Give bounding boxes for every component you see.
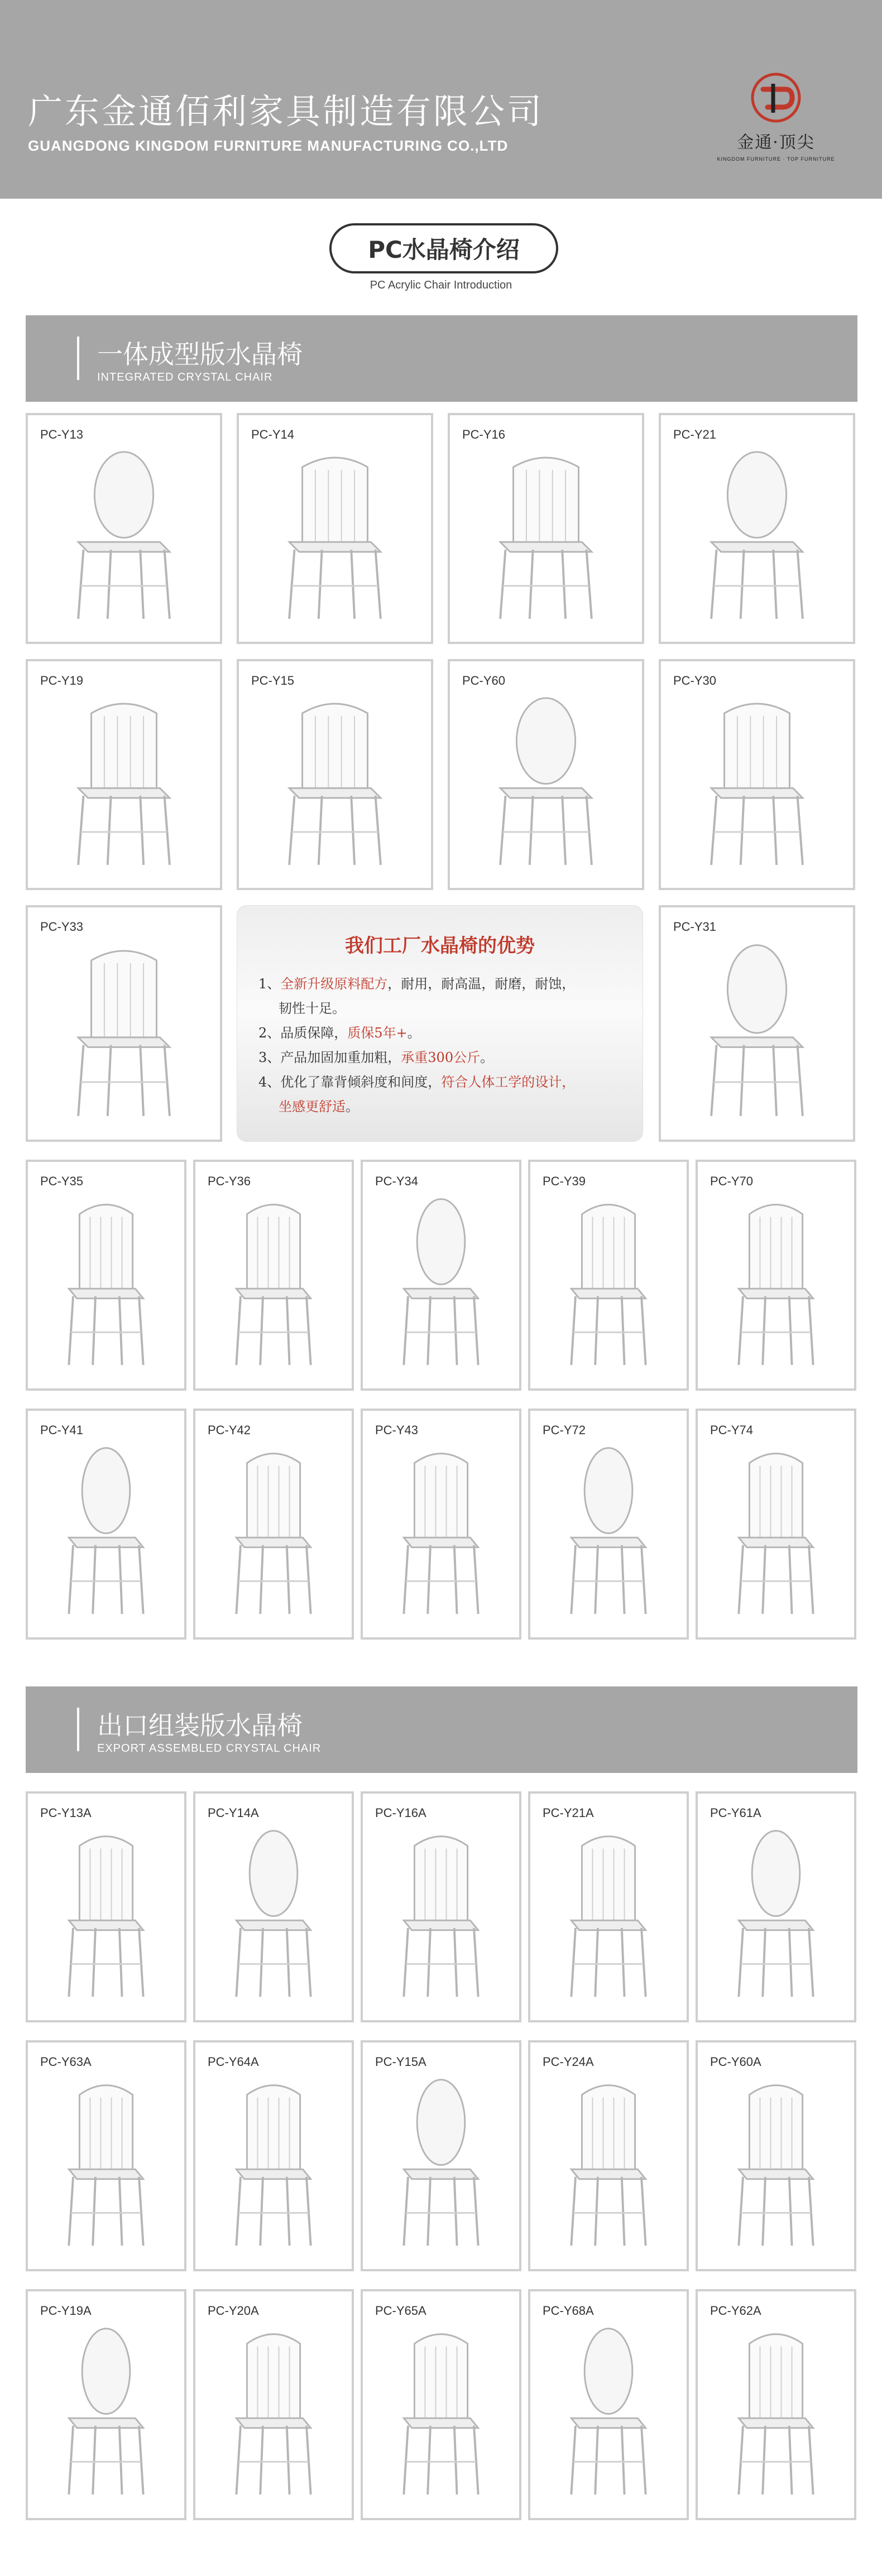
product-card	[659, 905, 855, 1142]
chair-image	[698, 1794, 854, 2020]
product-code: PC-Y15	[251, 674, 295, 688]
logo-name: 金通·顶尖	[737, 133, 815, 152]
product-card	[26, 1160, 186, 1391]
chair-image	[28, 661, 220, 888]
product-card	[26, 905, 222, 1142]
advantage-highlight: 全新升级原料配方	[280, 976, 388, 992]
product-card	[361, 2289, 521, 2520]
intro-title: PC水晶椅介绍	[329, 223, 558, 273]
chair-image	[450, 415, 642, 642]
product-card	[448, 659, 644, 890]
chair-image	[28, 2042, 184, 2269]
chair-image	[363, 1411, 519, 1637]
product-code: PC-Y15A	[375, 2055, 426, 2069]
product-code: PC-Y42	[208, 1423, 251, 1437]
product-code: PC-Y60A	[710, 2055, 761, 2069]
product-code: PC-Y39	[543, 1174, 586, 1188]
company-name-en: GUANGDONG KINGDOM FURNITURE MANUFACTURING CO.,LTD	[28, 137, 509, 154]
chair-image	[530, 2042, 687, 2269]
product-card	[696, 2289, 856, 2520]
section-integrated-header	[26, 315, 857, 402]
product-code: PC-Y62A	[710, 2304, 761, 2318]
chair-image	[661, 907, 853, 1140]
advantages-box	[237, 905, 643, 1142]
advantage-highlight: 质保5年+	[347, 1025, 408, 1041]
product-card	[361, 1160, 521, 1391]
advantage-highlight: 符合人体工学的设计，	[441, 1074, 576, 1090]
product-card	[193, 2289, 354, 2520]
advantage-text: 。	[346, 1099, 359, 1114]
chair-image	[363, 2291, 519, 2518]
product-card	[193, 1160, 354, 1391]
advantage-highlight: 承重300公斤	[401, 1050, 481, 1065]
product-code: PC-Y14	[251, 427, 295, 441]
product-code: PC-Y65A	[375, 2304, 426, 2318]
section-title-en: EXPORT ASSEMBLED CRYSTAL CHAIR	[97, 1742, 322, 1755]
product-code: PC-Y41	[40, 1423, 84, 1437]
product-card	[361, 2040, 521, 2271]
advantage-highlight: 坐感更舒适	[279, 1099, 346, 1114]
product-code: PC-Y21	[673, 427, 717, 441]
product-card	[26, 413, 222, 644]
chair-image	[363, 1794, 519, 2020]
product-card	[696, 1791, 856, 2022]
chair-image	[661, 415, 853, 642]
product-card	[696, 1160, 856, 1391]
product-card	[26, 659, 222, 890]
product-card	[237, 413, 433, 644]
advantage-item-3	[258, 1045, 627, 1070]
advantage-text: 1、	[258, 976, 281, 992]
product-card	[528, 2040, 689, 2271]
product-card	[26, 1791, 186, 2022]
product-code: PC-Y64A	[208, 2055, 259, 2069]
advantage-text: 2、品质保障，	[258, 1025, 348, 1041]
product-code: PC-Y16A	[375, 1806, 426, 1820]
product-card	[26, 2289, 186, 2520]
chair-image	[661, 661, 853, 888]
chair-image	[698, 2291, 854, 2518]
advantage-item-1	[258, 972, 627, 1021]
product-code: PC-Y20A	[208, 2304, 259, 2318]
product-code: PC-Y24A	[543, 2055, 594, 2069]
chair-image	[28, 1794, 184, 2020]
product-card	[659, 413, 855, 644]
product-card	[26, 1409, 186, 1640]
chair-image	[28, 415, 220, 642]
product-code: PC-Y36	[208, 1174, 251, 1188]
product-card	[361, 1409, 521, 1640]
chair-image	[195, 1411, 352, 1637]
advantage-text: ，耐用，耐高温，耐磨，耐蚀，	[387, 976, 576, 992]
chair-image	[530, 2291, 687, 2518]
product-card	[528, 1160, 689, 1391]
logo-tagline: KINGDOM FURNITURE · TOP FURNITURE	[717, 156, 835, 162]
chair-image	[698, 1411, 854, 1637]
chair-image	[195, 2042, 352, 2269]
header-banner	[0, 0, 882, 199]
product-code: PC-Y16	[462, 427, 506, 441]
advantage-text: 韧性十足。	[279, 1001, 346, 1016]
company-name-cn: 广东金通佰利家具制造有限公司	[28, 91, 544, 132]
section-title-en: INTEGRATED CRYSTAL CHAIR	[97, 371, 273, 383]
chair-image	[28, 907, 220, 1140]
product-card	[237, 659, 433, 890]
chair-image	[195, 1162, 352, 1388]
chair-image	[530, 1411, 687, 1637]
chair-image	[28, 1162, 184, 1388]
chair-image	[363, 2042, 519, 2269]
intro-subtitle: PC Acrylic Chair Introduction	[370, 279, 512, 291]
product-code: PC-Y30	[673, 674, 717, 688]
product-code: PC-Y13	[40, 427, 84, 441]
product-code: PC-Y34	[375, 1174, 419, 1188]
chair-image	[363, 1162, 519, 1388]
advantage-text: 。	[407, 1025, 421, 1041]
product-code: PC-Y35	[40, 1174, 84, 1188]
product-code: PC-Y63A	[40, 2055, 92, 2069]
product-card	[528, 1409, 689, 1640]
chair-image	[239, 415, 431, 642]
chair-image	[530, 1162, 687, 1388]
chair-image	[450, 661, 642, 888]
chair-image	[28, 1411, 184, 1637]
section-title-cn: 一体成型版水晶椅	[97, 339, 303, 369]
product-code: PC-Y31	[673, 920, 717, 934]
product-code: PC-Y19	[40, 674, 84, 688]
product-card	[448, 413, 644, 644]
logo-mark-icon	[751, 73, 801, 123]
chair-image	[698, 2042, 854, 2269]
product-code: PC-Y61A	[710, 1806, 761, 1820]
product-card	[26, 2040, 186, 2271]
product-code: PC-Y68A	[543, 2304, 594, 2318]
product-card	[193, 1409, 354, 1640]
advantage-text: 。	[480, 1050, 494, 1065]
product-card	[696, 1409, 856, 1640]
chair-image	[698, 1162, 854, 1388]
chair-image	[530, 1794, 687, 2020]
product-card	[361, 1791, 521, 2022]
section-title-cn: 出口组装版水晶椅	[97, 1710, 303, 1741]
product-code: PC-Y60	[462, 674, 506, 688]
section-divider-line	[77, 337, 79, 380]
product-code: PC-Y13A	[40, 1806, 92, 1820]
product-card	[528, 1791, 689, 2022]
chair-image	[195, 1794, 352, 2020]
product-code: PC-Y33	[40, 920, 84, 934]
product-card	[528, 2289, 689, 2520]
product-card	[193, 2040, 354, 2271]
product-code: PC-Y72	[543, 1423, 586, 1437]
brand-logo	[698, 73, 854, 167]
product-code: PC-Y19A	[40, 2304, 92, 2318]
product-card	[696, 2040, 856, 2271]
product-card	[193, 1791, 354, 2022]
product-code: PC-Y21A	[543, 1806, 594, 1820]
product-card	[659, 659, 855, 890]
chair-image	[239, 661, 431, 888]
product-code: PC-Y43	[375, 1423, 419, 1437]
advantage-item-4	[258, 1070, 627, 1119]
chair-image	[195, 2291, 352, 2518]
advantages-title: 我们工厂水晶椅的优势	[345, 935, 535, 957]
product-code: PC-Y14A	[208, 1806, 259, 1820]
advantage-item-2	[258, 1021, 627, 1045]
product-code: PC-Y74	[710, 1423, 754, 1437]
advantage-text: 4、优化了靠背倾斜度和间度，	[258, 1074, 442, 1090]
section-divider-line	[77, 1708, 79, 1751]
section-assembled-header	[26, 1686, 857, 1773]
advantage-text: 3、产品加固加重加粗，	[258, 1050, 401, 1065]
chair-image	[28, 2291, 184, 2518]
product-code: PC-Y70	[710, 1174, 754, 1188]
